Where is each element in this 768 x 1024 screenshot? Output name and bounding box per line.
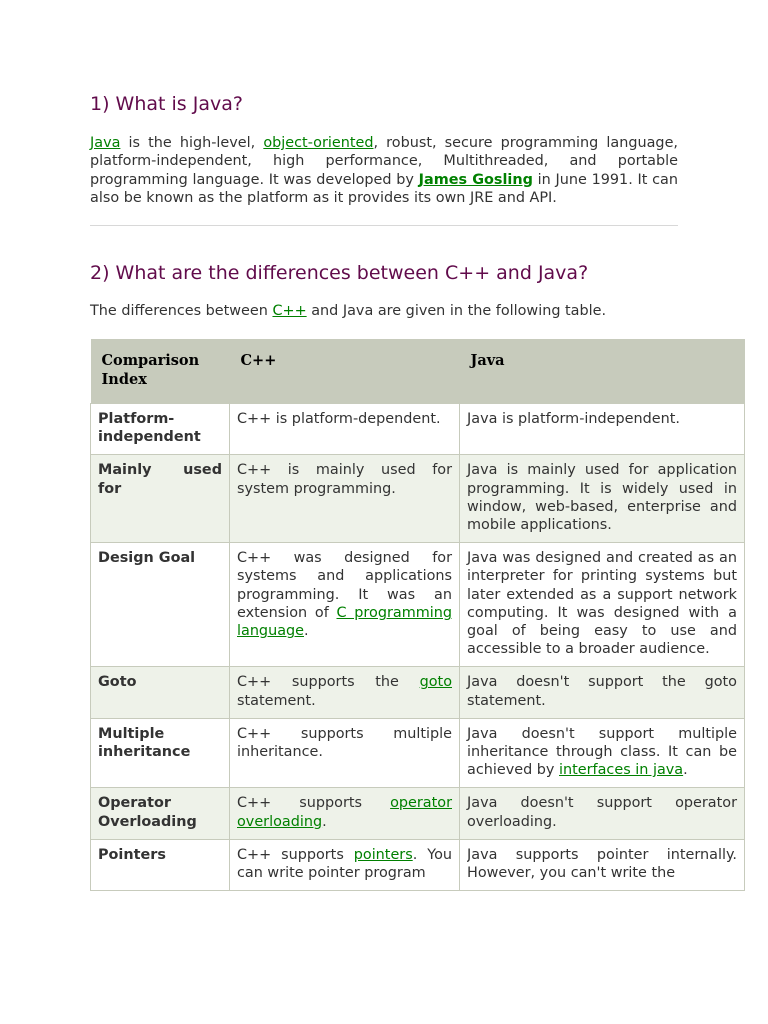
object-oriented-link[interactable]: object-oriented (263, 135, 374, 151)
row-cpp-cell: C++ supports multiple inheritance. (230, 718, 460, 788)
table-row-goto (91, 667, 745, 718)
row-java-cell: Java doesn't support the goto statement. (460, 667, 745, 718)
row-java-cell: Java doesn't support multiple inheritance through class. It can be achieved by interfaces in java. (460, 718, 745, 788)
row-feature: Goto (91, 667, 230, 718)
goto-link[interactable]: goto (419, 674, 452, 691)
row-feature: Pointers (91, 839, 230, 890)
table-row-design-goal (91, 543, 745, 667)
header-java: Java (460, 339, 745, 404)
java-link[interactable]: Java (90, 135, 121, 151)
row-cpp-cell: C++ supports the goto statement. (230, 667, 460, 718)
row-cpp-cell: C++ is mainly used for system programming. (230, 455, 460, 543)
table-row-operator-overloading (91, 788, 745, 839)
question-2-heading: 2) What are the differences between C++ and Java? (90, 262, 589, 284)
james-gosling-link[interactable]: James Gosling (418, 171, 533, 188)
pointers-link[interactable]: pointers (353, 846, 413, 863)
table-header-row (91, 339, 745, 404)
section-divider (90, 225, 678, 226)
operator-overloading-link[interactable]: operator overloading (237, 795, 452, 830)
table-row-mainly-used-for (91, 455, 745, 543)
cpp-link[interactable]: C++ (272, 303, 307, 319)
row-java-cell: Java was designed and created as an interpreter for printing systems but later extended as a support network computing. It was designed with a goal of being easy to use and accessible to a broader audience. (460, 543, 745, 667)
row-cpp-cell: C++ was designed for systems and applications programming. It was an extension of C programming language. (230, 543, 460, 667)
question-1-answer: Java is the high-level, object-oriented, robust, secure programming language, platform-independent, high performance, Multithreaded, and portable programming language. It was developed by James Gosling in June 1991. It can also be known as the platform as it provides its own JRE and API. (90, 135, 678, 206)
row-feature: Mainly used for (91, 455, 230, 543)
row-java-cell: Java is mainly used for application programming. It is widely used in window, web-based, enterprise and mobile applications. (460, 455, 745, 543)
row-feature: Design Goal (91, 543, 230, 667)
table-row-pointers (91, 839, 745, 890)
row-java-cell: Java doesn't support operator overloading. (460, 788, 745, 839)
header-cpp: C++ (230, 339, 460, 404)
row-java-cell: Java is platform-independent. (460, 404, 745, 455)
c-programming-language-link[interactable]: C programming language (237, 604, 452, 640)
row-cpp-cell: C++ supports operator overloading. (230, 788, 460, 839)
row-feature: Platform-independent (91, 404, 230, 455)
row-java-cell: Java supports pointer internally. However, you can't write the (460, 839, 745, 890)
row-feature: Multiple inheritance (91, 718, 230, 788)
table-row-multiple-inheritance (91, 718, 745, 788)
row-cpp-cell: C++ supports pointers. You can write pointer program (230, 839, 460, 890)
header-comparison-index: Comparison Index (91, 339, 230, 404)
row-feature: Operator Overloading (91, 788, 230, 839)
comparison-table (90, 339, 745, 891)
table-row-platform-independent (91, 404, 745, 455)
row-cpp-cell: C++ is platform-dependent. (230, 404, 460, 455)
interfaces-in-java-link[interactable]: interfaces in java (559, 762, 684, 779)
question-1-heading: 1) What is Java? (90, 93, 243, 115)
question-2-intro: The differences between C++ and Java are given in the following table. (90, 303, 607, 319)
